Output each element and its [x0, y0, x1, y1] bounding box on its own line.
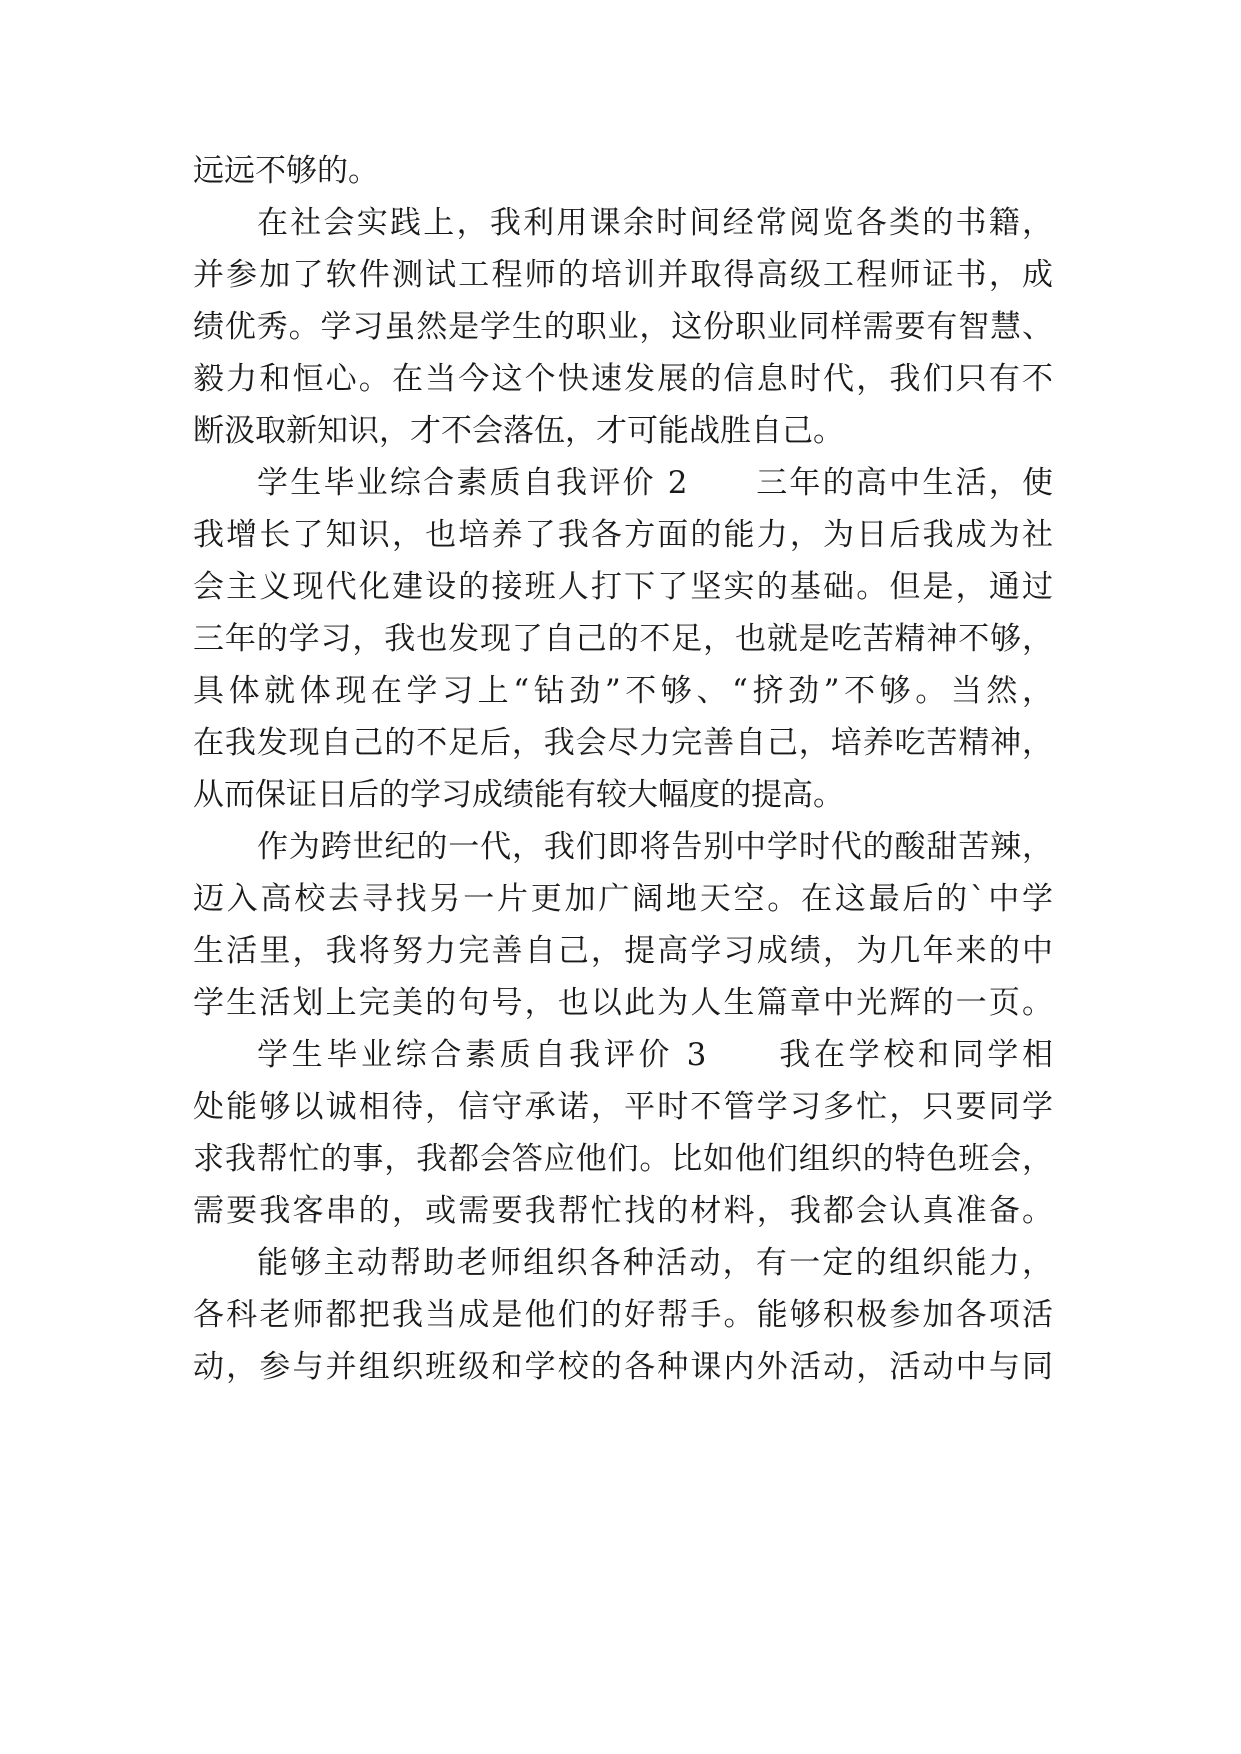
- text-line: 在我发现自己的不足后，我会尽力完善自己，培养吃苦精神，: [193, 725, 1053, 761]
- text-line: 迈入高校去寻找另一片更加广阔地天空。在这最后的`中学: [193, 881, 1053, 917]
- text-line: 具体就体现在学习上“钻劲”不够、“挤劲”不够。当然，: [193, 673, 1053, 709]
- text-line: 求我帮忙的事，我都会答应他们。比如他们组织的特色班会，: [193, 1141, 1053, 1177]
- text-line: 在社会实践上，我利用课余时间经常阅览各类的书籍，: [257, 205, 1053, 241]
- text-line: 能够主动帮助老师组织各种活动，有一定的组织能力，: [257, 1245, 1053, 1281]
- text-line: 毅力和恒心。在当今这个快速发展的信息时代，我们只有不: [193, 361, 1053, 397]
- text-line: 需要我客串的，或需要我帮忙找的材料，我都会认真准备。: [193, 1193, 1053, 1229]
- text-line: 学生活划上完美的句号，也以此为人生篇章中光辉的一页。: [193, 985, 1053, 1021]
- text-line: 并参加了软件测试工程师的培训并取得高级工程师证书，成: [193, 257, 1053, 293]
- text-line: 我增长了知识，也培养了我各方面的能力，为日后我成为社: [193, 517, 1053, 553]
- section-heading-line: 学生毕业综合素质自我评价 2 三年的高中生活，使: [257, 465, 1053, 501]
- text-line: 处能够以诚相待，信守承诺，平时不管学习多忙，只要同学: [193, 1089, 1053, 1125]
- text-line: 远远不够的。: [193, 153, 379, 189]
- section-heading-line: 学生毕业综合素质自我评价 3 我在学校和同学相: [257, 1037, 1053, 1073]
- text-line: 各科老师都把我当成是他们的好帮手。能够积极参加各项活: [193, 1297, 1053, 1333]
- text-line: 三年的学习，我也发现了自己的不足，也就是吃苦精神不够，: [193, 621, 1053, 657]
- text-line: 绩优秀。学习虽然是学生的职业，这份职业同样需要有智慧、: [193, 309, 1053, 345]
- text-line: 作为跨世纪的一代，我们即将告别中学时代的酸甜苦辣，: [257, 829, 1053, 865]
- text-line: 断汲取新知识，才不会落伍，才可能战胜自己。: [193, 413, 844, 449]
- text-line: 会主义现代化建设的接班人打下了坚实的基础。但是，通过: [193, 569, 1053, 605]
- text-line: 动，参与并组织班级和学校的各种课内外活动，活动中与同: [193, 1349, 1053, 1385]
- text-line: 从而保证日后的学习成绩能有较大幅度的提高。: [193, 777, 844, 813]
- text-line: 生活里，我将努力完善自己，提高学习成绩，为几年来的中: [193, 933, 1053, 969]
